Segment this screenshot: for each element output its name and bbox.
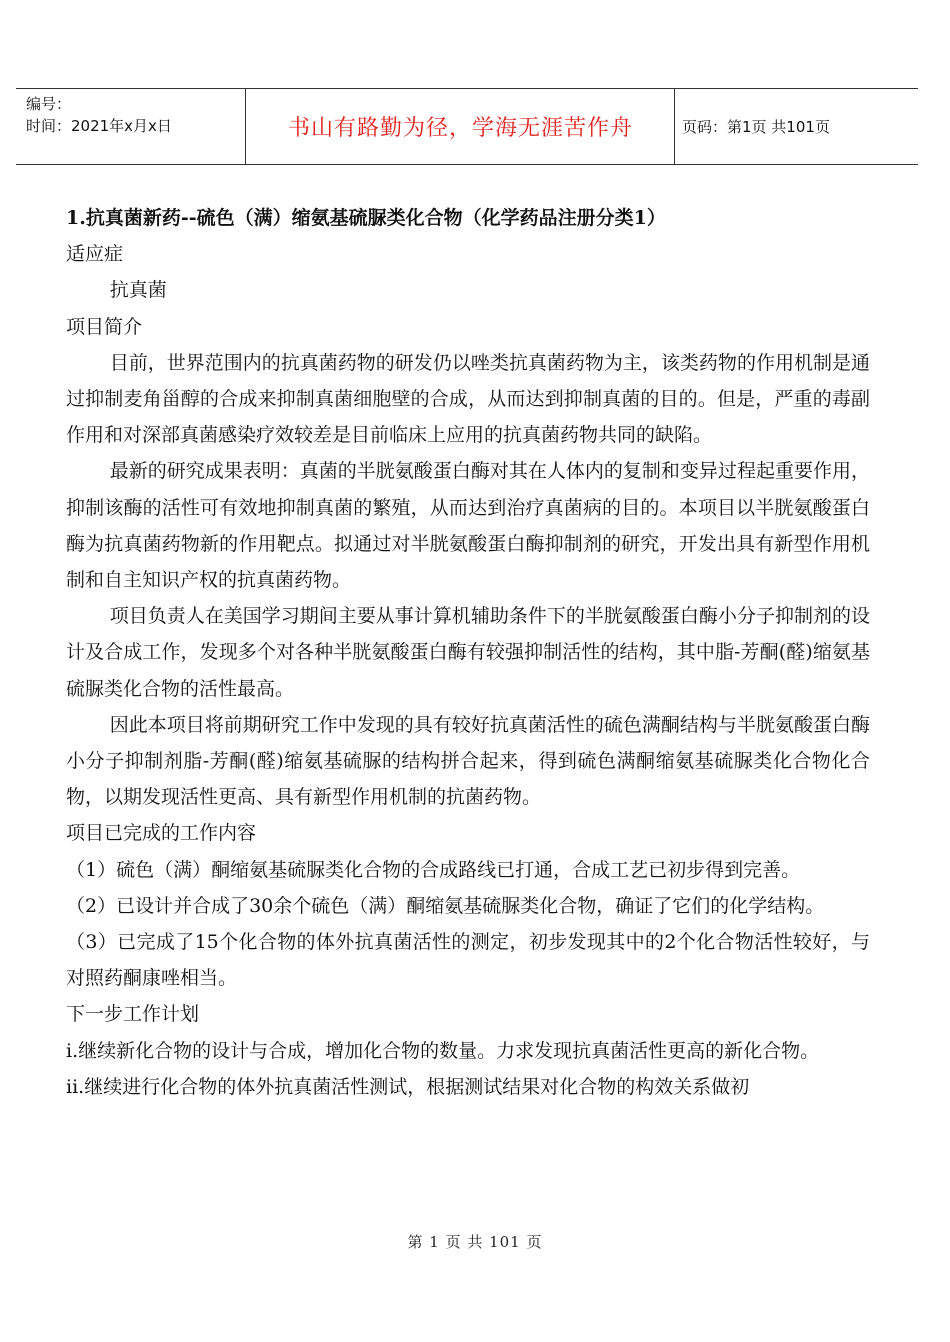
intro-paragraph: 目前，世界范围内的抗真菌药物的研发仍以唑类抗真菌药物为主，该类药物的作用机制是通过抑制麦角甾醇的合成来抑制真菌细胞壁的合成，从而达到抑制真菌的目的。但是，严重的毒副作用和对深部真菌感染疗效较差是目前临床上应用的抗真菌药物共同的缺陷。 xyxy=(66,351,870,447)
header-divider xyxy=(674,89,675,164)
intro-heading: 项目简介 xyxy=(66,315,143,338)
plan-item: ii.继续进行化合物的体外抗真菌活性测试，根据测试结果对化合物的构效关系做初 xyxy=(66,1075,750,1098)
done-item: （1）硫色（满）酮缩氨基硫脲类化合物的合成路线已打通，合成工艺已初步得到完善。 xyxy=(66,858,801,881)
indication-text: 抗真菌 xyxy=(109,279,167,302)
document-title: 1.抗真菌新药--硫色（满）缩氨基硫脲类化合物（化学药品注册分类1） xyxy=(66,207,666,229)
header-meta xyxy=(26,93,172,137)
date-label: 时间：2021年x月x日 xyxy=(26,117,172,135)
done-item: （3）已完成了15个化合物的体外抗真菌活性的测定，初步发现其中的2个化合物活性较好，与对照药酮康唑相当。 xyxy=(66,931,870,990)
done-item: （2）已设计并合成了30余个硫色（满）酮缩氨基硫脲类化合物，确证了它们的化学结构。 xyxy=(66,894,825,917)
page-footer: 第 1 页 共 101 页 xyxy=(407,1233,543,1251)
header-table xyxy=(16,88,918,165)
intro-paragraph: 因此本项目将前期研究工作中发现的具有较好抗真菌活性的硫色满酮结构与半胱氨酸蛋白酶小分子抑制剂脂-芳酮(醛)缩氨基硫脲的结构拼合起来，得到硫色满酮缩氨基硫脲类化合物化合物，以期发现活性更高、具有新型作用机制的抗菌药物。 xyxy=(66,713,870,809)
header-divider xyxy=(245,89,246,164)
plan-item: i.继续新化合物的设计与合成，增加化合物的数量。力求发现抗真菌活性更高的新化合物。 xyxy=(66,1039,820,1062)
document-body xyxy=(66,200,870,1105)
plan-heading: 下一步工作计划 xyxy=(66,1003,200,1026)
serial-label: 编号： xyxy=(26,95,72,113)
intro-paragraph: 最新的研究成果表明：真菌的半胱氨酸蛋白酶对其在人体内的复制和变异过程起重要作用，抑制该酶的活性可有效地抑制真菌的繁殖，从而达到治疗真菌病的目的。本项目以半胱氨酸蛋白酶为抗真菌药物新的作用靶点。拟通过对半胱氨酸蛋白酶抑制剂的研究，开发出具有新型作用机制和自主知识产权的抗真菌药物。 xyxy=(66,460,870,592)
done-heading: 项目已完成的工作内容 xyxy=(66,822,257,845)
intro-paragraph: 项目负责人在美国学习期间主要从事计算机辅助条件下的半胱氨酸蛋白酶小分子抑制剂的设计及合成工作，发现多个对各种半胱氨酸蛋白酶有较强抑制活性的结构，其中脂-芳酮(醛)缩氨基硫脲类化合物的活性最高。 xyxy=(66,605,870,700)
page-info: 页码：第1页 共101页 xyxy=(682,117,830,136)
motto: 书山有路勤为径，学海无涯苦作舟 xyxy=(287,115,633,141)
indication-heading: 适应症 xyxy=(66,243,124,266)
